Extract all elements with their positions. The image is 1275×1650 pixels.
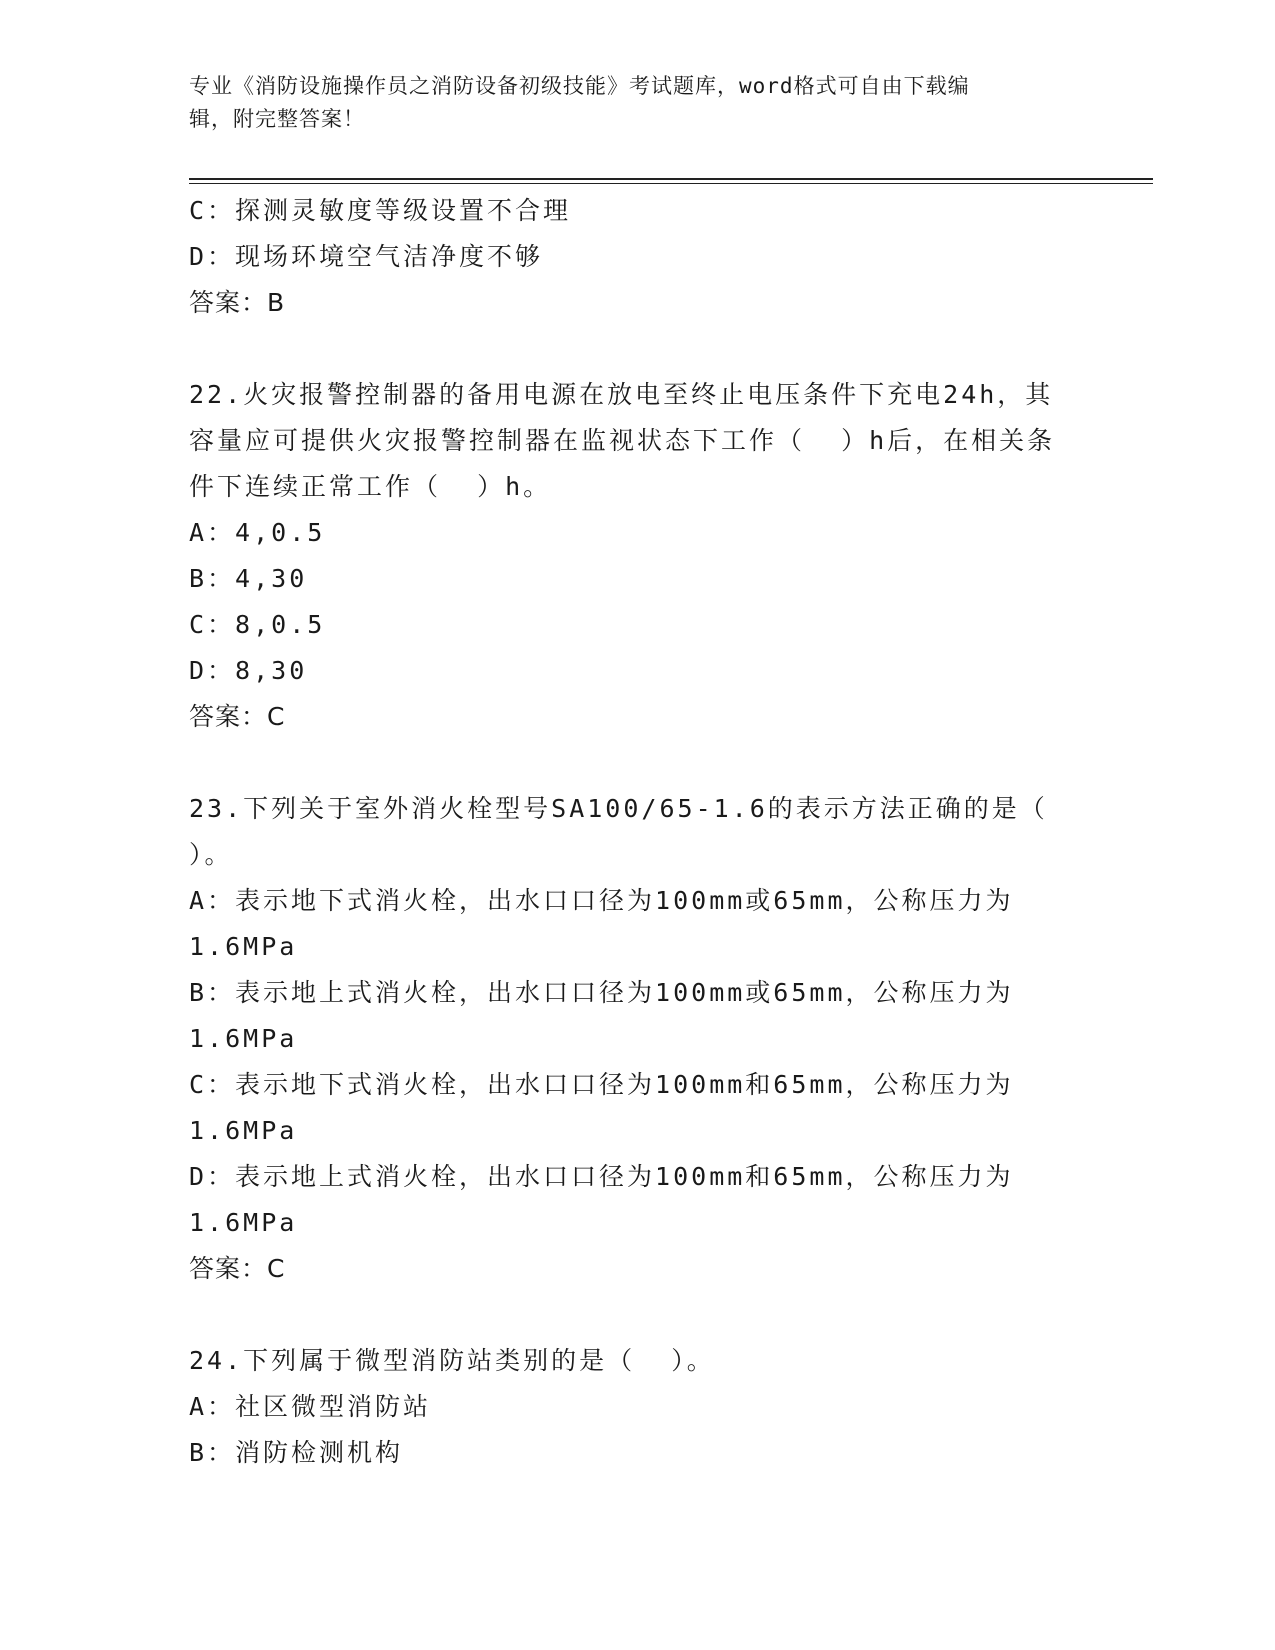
option-a: A：社区微型消防站 [189, 1392, 432, 1421]
header-line-1: 专业《消防设施操作员之消防设备初级技能》考试题库，word格式可自由下载编 [189, 74, 970, 98]
document-header [189, 70, 1089, 136]
option-c: C：8,0.5 [189, 610, 326, 639]
option-b: B：消防检测机构 [189, 1438, 404, 1467]
question-stem-line: 件下连续正常工作（ ）h。 [189, 472, 552, 501]
question-stem-line: 22.火灾报警控制器的备用电源在放电至终止电压条件下充电24h，其 [189, 380, 1054, 409]
header-line-2: 辑，附完整答案！ [189, 107, 365, 131]
answer: 答案：B [189, 288, 286, 317]
spacer [189, 740, 1089, 786]
answer: 答案：C [189, 702, 286, 731]
option-d: D：8,30 [189, 656, 308, 685]
option-d: D：现场环境空气洁净度不够 [189, 242, 544, 271]
spacer [189, 326, 1089, 372]
option-a: A：表示地下式消火栓，出水口口径为100mm或65mm，公称压力为 [189, 886, 1014, 915]
question-stem-line: ）。 [189, 840, 233, 869]
header-divider-thin [189, 183, 1153, 184]
option-b: B：表示地上式消火栓，出水口口径为100mm或65mm，公称压力为 [189, 978, 1014, 1007]
option-a-continued: 1.6MPa [189, 932, 298, 961]
header-divider-thick [189, 178, 1153, 180]
question-stem-line: 24.下列属于微型消防站类别的是（ ）。 [189, 1346, 715, 1375]
option-b-continued: 1.6MPa [189, 1024, 298, 1053]
option-a: A：4,0.5 [189, 518, 326, 547]
option-d: D：表示地上式消火栓，出水口口径为100mm和65mm，公称压力为 [189, 1162, 1014, 1191]
answer: 答案：C [189, 1254, 286, 1283]
question-stem-line: 23.下列关于室外消火栓型号SA100/65-1.6的表示方法正确的是（ [189, 794, 1048, 823]
question-stem-line: 容量应可提供火灾报警控制器在监视状态下工作（ ）h后，在相关条 [189, 426, 1056, 455]
question-block-21 [189, 188, 1089, 326]
question-block-22 [189, 372, 1089, 740]
question-block-23 [189, 786, 1089, 1292]
question-content [189, 188, 1089, 1476]
option-c: C：表示地下式消火栓，出水口口径为100mm和65mm，公称压力为 [189, 1070, 1014, 1099]
option-c-continued: 1.6MPa [189, 1116, 298, 1145]
option-d-continued: 1.6MPa [189, 1208, 298, 1237]
option-c: C：探测灵敏度等级设置不合理 [189, 196, 572, 225]
spacer [189, 1292, 1089, 1338]
option-b: B：4,30 [189, 564, 308, 593]
question-block-24 [189, 1338, 1089, 1476]
